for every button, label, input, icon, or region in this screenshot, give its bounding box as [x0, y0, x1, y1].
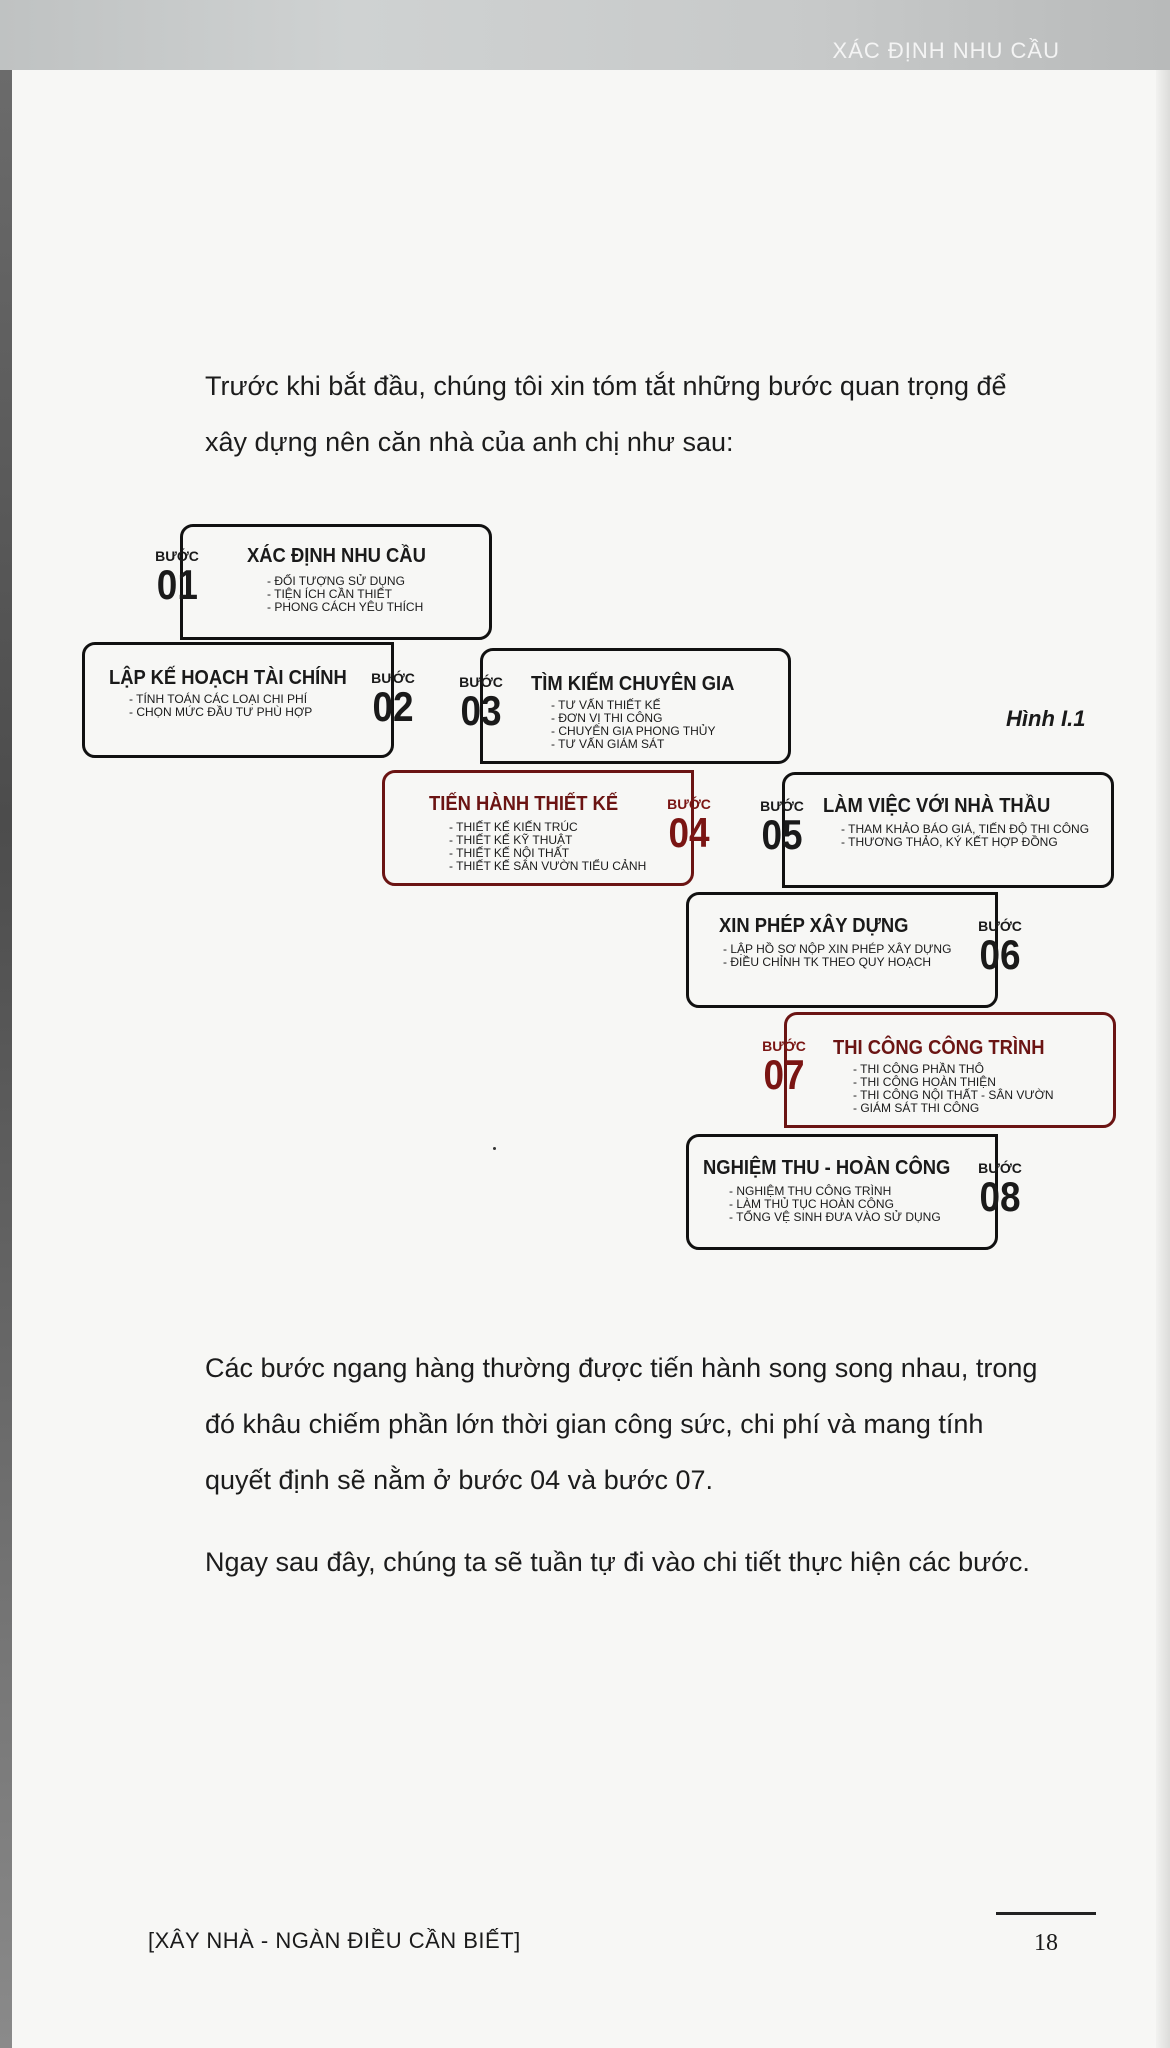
step-02-items: - TÍNH TOÁN CÁC LOẠI CHI PHÍ - CHỌN MỨC ĐẦU TƯ PHÙ HỢP	[129, 693, 312, 719]
step-07-number: 07	[763, 1051, 805, 1098]
step-06-number: 06	[979, 931, 1021, 978]
step-05-number: 05	[761, 811, 803, 858]
step-05-badge: BƯỚC 05	[760, 798, 804, 858]
body-paragraph: Các bước ngang hàng thường được tiến hành song song nhau, trong đó khâu chiếm phần lớn thời gian công sức, chi phí và mang tính quyết định sẽ nằm ở bước 04 và bước 07.	[205, 1353, 1038, 1495]
step-03-items: - TƯ VẤN THIẾT KẾ - ĐƠN VỊ THI CÔNG - CHUYÊN GIA PHONG THỦY - TƯ VẤN GIÁM SÁT	[551, 699, 715, 751]
step-07-title: THI CÔNG CÔNG TRÌNH	[833, 1037, 1045, 1059]
step-03-badge: BƯỚC 03	[459, 674, 503, 734]
step-04-box	[382, 770, 694, 886]
step-02-badge: BƯỚC 02	[371, 670, 415, 730]
step-01-number: 01	[156, 561, 198, 608]
step-04-title: TIẾN HÀNH THIẾT KẾ	[429, 793, 619, 815]
step-07-badge: BƯỚC 07	[762, 1038, 806, 1098]
step-03-title: TÌM KIẾM CHUYÊN GIA	[531, 673, 735, 695]
step-01-title: XÁC ĐỊNH NHU CẦU	[247, 545, 426, 567]
page-curl-shadow	[1156, 70, 1170, 2048]
step-03-number: 03	[460, 687, 502, 734]
step-07-box	[784, 1012, 1116, 1128]
step-07-items: - THI CÔNG PHẦN THÔ - THI CÔNG HOÀN THIỆN - THI CÔNG NỘI THẤT - SÂN VƯỜN - GIÁM SÁT THI CÔNG	[853, 1063, 1054, 1115]
step-05-title: LÀM VIỆC VỚI NHÀ THẦU	[823, 795, 1051, 817]
step-02-title: LẬP KẾ HOẠCH TÀI CHÍNH	[109, 667, 347, 689]
step-08-badge: BƯỚC 08	[970, 1160, 1030, 1218]
footer-rule	[996, 1912, 1096, 1915]
step-04-badge: BƯỚC 04	[667, 796, 711, 856]
page-edge-shadow	[0, 0, 12, 2048]
step-08-box	[686, 1134, 998, 1250]
step-08-title: NGHIỆM THU - HOÀN CÔNG	[703, 1157, 951, 1179]
step-05-box	[782, 772, 1114, 888]
step-04-number: 04	[668, 809, 710, 856]
step-01-box	[180, 524, 492, 640]
chapter-title: XÁC ĐỊNH NHU CẦU	[832, 38, 1060, 63]
step-01-items: - ĐỐI TƯỢNG SỬ DỤNG - TIỆN ÍCH CẦN THIẾT - PHONG CÁCH YÊU THÍCH	[267, 575, 423, 614]
step-04-items: - THIẾT KẾ KIẾN TRÚC - THIẾT KẾ KỸ THUẬT - THIẾT KẾ NỘI THẤT - THIẾT KẾ SÂN VƯỜN TIỂU CẢNH	[449, 821, 646, 873]
step-03-box	[480, 648, 791, 764]
page-number: 18	[1034, 1930, 1058, 1956]
closing-paragraph: Ngay sau đây, chúng ta sẽ tuần tự đi vào chi tiết thực hiện các bước.	[205, 1547, 1030, 1577]
step-01-badge: BƯỚC 01	[155, 548, 199, 608]
step-06-items: - LẬP HỒ SƠ NỘP XIN PHÉP XÂY DỰNG - ĐIỀU CHỈNH TK THEO QUY HOẠCH	[723, 943, 951, 969]
step-06-box	[686, 892, 998, 1008]
intro-paragraph: Trước khi bắt đầu, chúng tôi xin tóm tắt những bước quan trọng để xây dựng nên căn nhà của anh chị như sau:	[205, 371, 1007, 457]
step-06-badge: BƯỚC 06	[970, 918, 1030, 976]
step-05-items: - THAM KHẢO BÁO GIÁ, TIẾN ĐỘ THI CÔNG - THƯƠNG THẢO, KÝ KẾT HỢP ĐỒNG	[841, 823, 1089, 849]
step-06-title: XIN PHÉP XÂY DỰNG	[719, 915, 909, 937]
step-02-box	[82, 642, 394, 758]
step-02-number: 02	[372, 683, 414, 730]
speck	[493, 1147, 496, 1150]
footer-book-title: [XÂY NHÀ - NGÀN ĐIỀU CẦN BIẾT]	[148, 1928, 521, 1953]
step-08-number: 08	[979, 1173, 1021, 1220]
figure-caption: Hình I.1	[1006, 706, 1086, 731]
step-08-items: - NGHIỆM THU CÔNG TRÌNH - LÀM THỦ TỤC HOÀN CÔNG - TỔNG VỆ SINH ĐƯA VÀO SỬ DỤNG	[729, 1185, 941, 1224]
chapter-header-band	[0, 0, 1170, 70]
